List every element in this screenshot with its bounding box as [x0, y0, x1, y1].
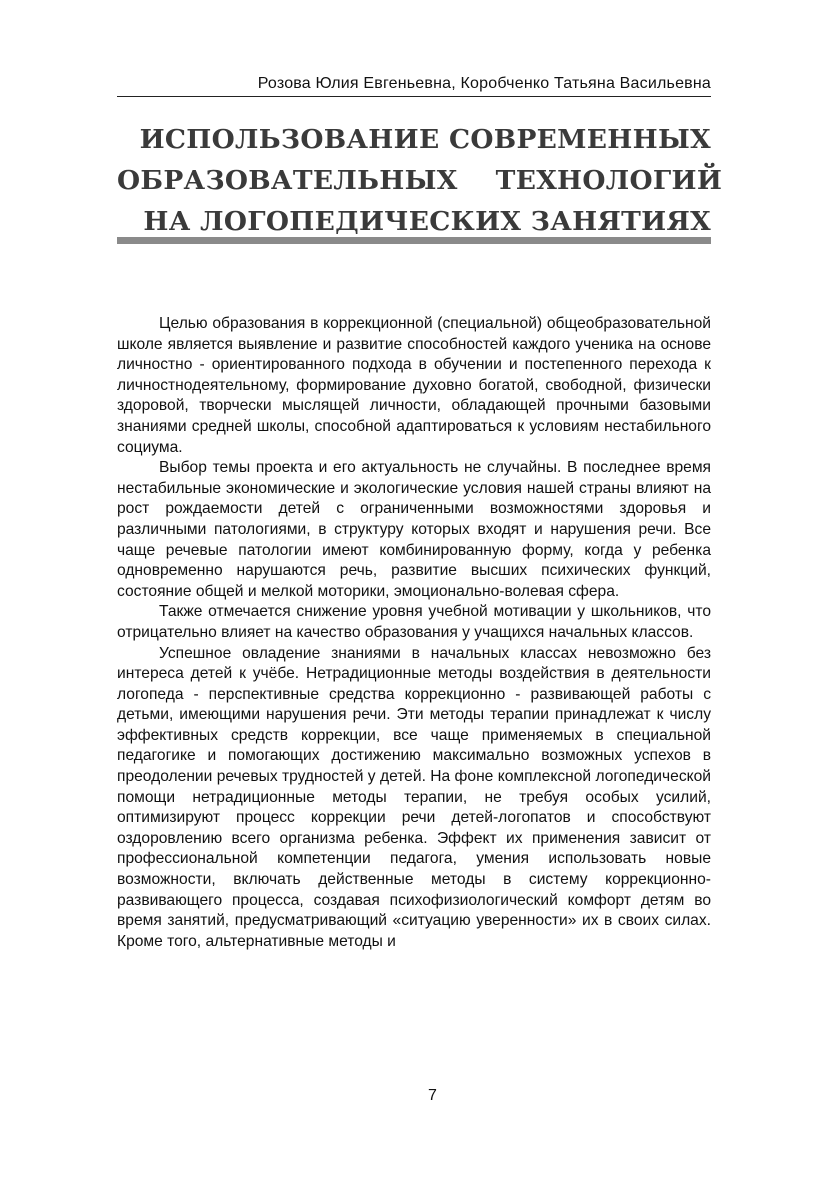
page-number: 7	[428, 1087, 437, 1104]
article-body	[117, 314, 711, 952]
paragraph-1: Целью образования в коррекционной (специальной) общеобразовательной школе является выявление и развитие способностей каждого ученика на основе личностно - ориентированного подхода в обучении и постепенного перехода к личностнодеятельному, формирование духовно богатой, свободной, физически здоровой, творчески мыслящей личности, обладающей прочными базовыми знаниями средней школы, способной адаптироваться к условиям нестабильного социума.	[117, 315, 711, 456]
title-line-1: ИСПОЛЬЗОВАНИЕ СОВРЕМЕННЫХ	[139, 124, 711, 155]
article-title	[117, 119, 723, 242]
paragraph-4: Успешное овладение знаниями в начальных классах невозможно без интереса детей к учёбе. Нетрадиционные методы воздействия в деятельности логопеда - перспективные средства коррекционно - развивающей работы с детьми, имеющими нарушения речи. Эти методы терапии принадлежат к числу эффективных средств коррекции, все чаще применяемых в специальной педагогике и помогающих достижению максимально возможных успехов в преодолении речевых трудностей у детей. На фоне комплексной логопедической помощи нетрадиционные методы терапии, не требуя особых усилий, оптимизируют процесс коррекции речи детей-логопатов и способствуют оздоровлению всего организма ребенка. Эффект их применения зависит от профессиональной компетенции педагога, умения использовать новые возможности, включать действенные методы в систему коррекционно-развивающего процесса, создавая психофизиологический комфорт детям во время занятий, предусматривающий «ситуацию уверенности» их в своих силах. Кроме того, альтернативные методы и	[117, 644, 711, 950]
title-line-2: ОБРАЗОВАТЕЛЬНЫХ ТЕХНОЛОГИЙ	[117, 165, 723, 196]
paragraph-2: Выбор темы проекта и его актуальность не случайны. В последнее время нестабильные экономические и экологические условия нашей страны влияют на рост рождаемости детей с ограниченными возможностями здоровья и различными патологиями, в структуру которых входят и нарушения речи. Все чаще речевые патологии имеют комбинированную форму, когда у ребенка одновременно нарушаются речь, развитие высших психических функций, состояние общей и мелкой моторики, эмоционально-волевая сфера.	[117, 459, 711, 600]
header-divider	[117, 96, 711, 97]
title-line-3: НА ЛОГОПЕДИЧЕСКИХ ЗАНЯТИЯХ	[143, 206, 711, 237]
title-underline-bar	[117, 237, 711, 244]
running-header-authors: Розова Юлия Евгеньевна, Коробченко Татьяна Васильевна	[257, 75, 711, 92]
paragraph-3: Также отмечается снижение уровня учебной мотивации у школьников, что отрицательно влияет на качество образования у учащихся начальных классов.	[117, 603, 711, 641]
